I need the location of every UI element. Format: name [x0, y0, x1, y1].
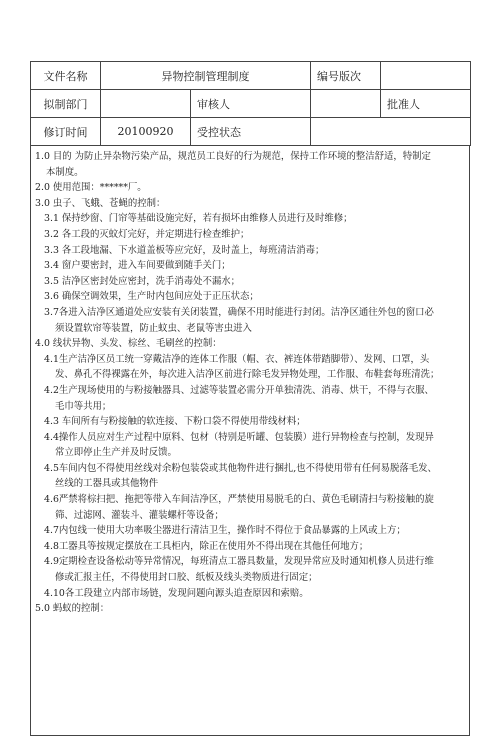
header-value [381, 62, 471, 90]
header-label: 修订时间 [31, 118, 101, 146]
header-label: 批准人 [381, 90, 471, 118]
header-label: 拟制部门 [31, 90, 101, 118]
clause-line: 3.1 保持纱窗、门帘等基础设施完好，若有损坏由维修人员进行及时维修； [44, 213, 353, 225]
clause-paragraph [35, 523, 463, 539]
clause-line: 2.0 使用范围：******厂。 [35, 182, 147, 194]
header-row [31, 118, 471, 146]
clause-line: 4.8工器具等按规定摆放在工具柜内，除正在使用外不得出现在其他任何地方； [44, 540, 369, 552]
clause-paragraph [35, 414, 463, 430]
clause-line: 4.9定期检查设备松动等异常情况，每班清点工器具数量，发现异常应及时通知机修人员进行维 [44, 556, 434, 568]
header-value [311, 118, 471, 146]
document-body [30, 146, 470, 736]
clause-paragraph [35, 196, 463, 212]
clause-continuation: 修或汇报主任，不得使用封口胶、纸板及线头类物质进行固定； [55, 572, 318, 584]
clause-paragraph [35, 180, 463, 196]
clause-line: 3.0 虫子、飞蛾、苍蝇的控制： [35, 197, 166, 209]
clause-paragraph [35, 289, 463, 305]
header-label: 编号版次 [311, 62, 381, 90]
clause-paragraph [35, 305, 463, 336]
header-row [31, 90, 471, 118]
header-label: 审核人 [191, 90, 311, 118]
clause-line: 3.7各进入洁净区通道处应安装有关闭装置，确保不用时能进行封闭。洁净区通往外包的窗口必 [44, 306, 434, 318]
clause-line: 4.1生产洁净区员工统一穿戴洁净的连体工作服（帽、衣、裤连体带踏脚带）、发网、口罩，头 [44, 353, 430, 365]
clause-continuation: 发、鼻孔不得裸露在外，每次进入洁净区前进行除毛发异物处理，工作服、布鞋套每班清洗； [55, 369, 440, 381]
clause-line: 4.6严禁将棕扫把、拖把等带入车间洁净区，严禁使用易脱毛的白、黄色毛刷清扫与粉接触的旋 [44, 494, 434, 506]
clause-paragraph [35, 539, 463, 555]
header-row [31, 62, 471, 90]
clause-continuation: 须设置软帘等装置，防止蚊虫、老鼠等害虫进入 [55, 322, 252, 334]
header-value [311, 90, 381, 118]
clause-line: 1.0 目的 为防止异杂物污染产品，规范员工良好的行为规范，保持工作环境的整洁舒适，特制定 [35, 151, 431, 162]
clause-line: 3.6 确保空调效果，生产时内包间应处于正压状态； [44, 291, 259, 303]
clause-line: 4.2生产现场使用的与粉接触器具、过滤等装置必需分开单独清洗、消毒、烘干，不得与衣服、 [44, 384, 434, 396]
clause-line: 4.3 车间所有与粉接触的软连接、下粉口袋不得使用带线材料； [44, 416, 306, 428]
clause-paragraph [35, 274, 463, 290]
clause-line: 3.2 各工段的灭蚊灯完好，并定期进行检查维护； [44, 228, 250, 240]
clause-continuation: 常立即停止生产并及时反馈。 [55, 447, 177, 459]
clause-paragraph [35, 336, 463, 352]
clause-line: 4.10各工段建立内部市场链，发现问题向源头追查原因和索赔。 [44, 587, 309, 599]
clause-line: 3.4 窗户要密封，进入车间要做到随手关门； [44, 260, 231, 272]
clause-paragraph [35, 586, 463, 602]
clause-paragraph [35, 430, 463, 461]
clause-paragraph [35, 461, 463, 492]
clause-paragraph [35, 258, 463, 274]
clause-paragraph [35, 211, 463, 227]
header-table [30, 61, 471, 146]
header-value: 20100920 [101, 118, 191, 146]
clause-paragraph [35, 227, 463, 243]
header-value [101, 90, 191, 118]
clause-line: 5.0 蚂蚁的控制： [35, 603, 110, 615]
clause-paragraph [35, 492, 463, 523]
clause-continuation: 本制度。 [46, 166, 84, 178]
clause-line: 3.3 各工段地漏、下水道盖板等应完好，及时盖上，每班清洁消毒； [44, 244, 325, 256]
header-value: 异物控制管理制度 [101, 62, 311, 90]
header-label: 受控状态 [191, 118, 311, 146]
clause-line: 4.5车间内包不得使用丝线对余粉包装袋或其他物件进行捆扎,也不得使用带有任何易脱落毛发、 [44, 462, 437, 474]
clause-paragraph [35, 383, 463, 414]
clause-paragraph [35, 554, 463, 585]
clause-line: 4.0 线状异物、头发、棕丝、毛刷丝的控制： [35, 338, 222, 350]
clause-paragraph [35, 601, 463, 617]
clause-continuation: 毛巾等共用； [55, 400, 112, 412]
clause-line: 4.7内包线一使用大功率吸尘器进行清洁卫生，操作时不得位于食品暴露的上风或上方； [44, 525, 406, 537]
clause-continuation: 丝线的工器具或其他物件 [55, 478, 159, 490]
clause-line: 4.4操作人员应对生产过程中原料、包材（特别是听罐、包装膜）进行异物检查与控制，发现异 [44, 431, 434, 443]
document [30, 61, 470, 736]
header-label: 文件名称 [31, 62, 101, 90]
clause-paragraph [35, 352, 463, 383]
clause-continuation: 筛、过滤网、灌装斗、灌装螺杆等设备； [55, 509, 224, 521]
clause-paragraph [35, 243, 463, 259]
clause-line: 3.5 洁净区密封处应密封，洗手消毒处不漏水； [44, 275, 241, 287]
clause-paragraph [35, 149, 463, 180]
